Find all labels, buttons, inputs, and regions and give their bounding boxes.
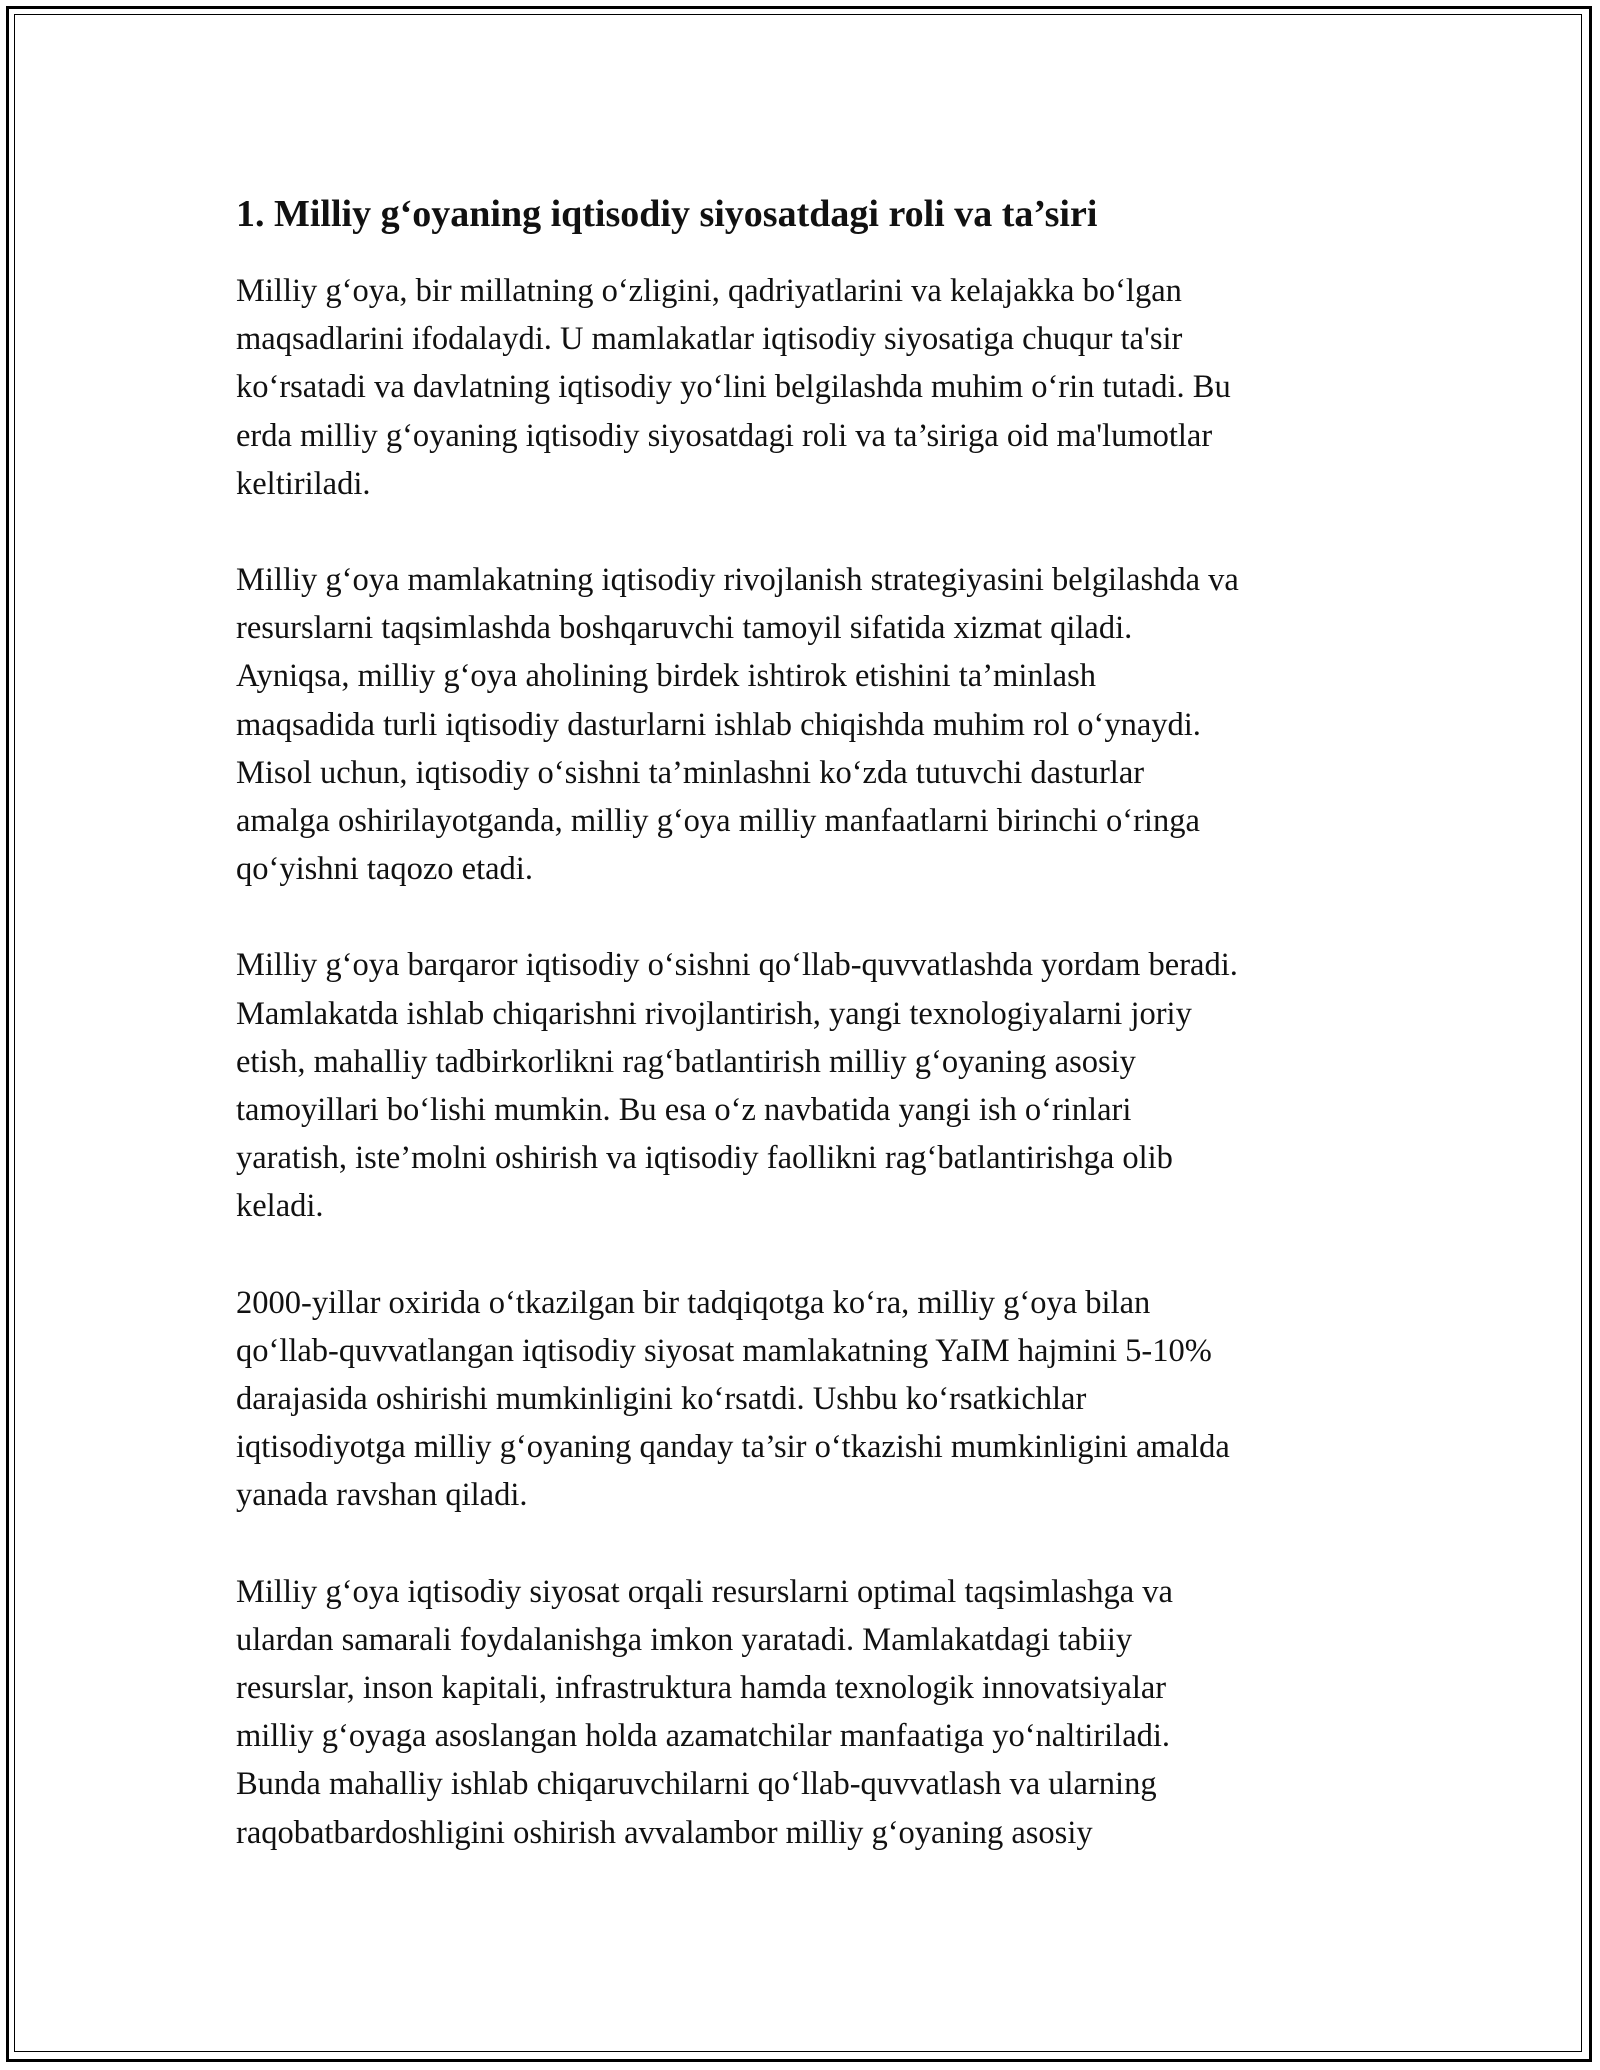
paragraph-5: Milliy g‘oya iqtisodiy siyosat orqali resurslarni optimal taqsimlashga va ulardan samarali foydalanishga imkon yaratadi. Mamlakatdagi tabiiy resurslar, inson kapitali, infrastruktura hamda texnologik innovatsiyalar milliy g‘oyaga asoslangan holda azamatchilar manfaatiga yo‘naltiriladi. Bunda mahalliy ishlab chiqaruvchilarni qo‘llab-quvvatlash va ularning raqobatbardoshligini oshirish avvalambor milliy g‘oyaning asosiy — [236, 1573, 1173, 1851]
section-heading: 1. Milliy g‘oyaning iqtisodiy siyosatdagi roli va ta’siri — [236, 193, 1098, 235]
paragraph-2: Milliy g‘oya mamlakatning iqtisodiy rivojlanish strategiyasini belgilashda va resurslarni taqsimlashda boshqaruvchi tamoyil sifatida xizmat qiladi. Ayniqsa, milliy g‘oya aholining birdek ishtirok etishini ta’minlash maqsadida turli iqtisodiy dasturlarni ishlab chiqishda muhim rol o‘ynaydi. Misol uchun, iqtisodiy o‘sishni ta’minlashni ko‘zda tutuvchi dasturlar amalga oshirilayotganda, milliy g‘oya milliy manfaatlarni birinchi o‘ringa qo‘yishni taqozo etadi. — [236, 562, 1239, 888]
paragraph-4: 2000-yillar oxirida o‘tkazilgan bir tadqiqotga ko‘ra, milliy g‘oya bilan qo‘llab-quvvatlangan iqtisodiy siyosat mamlakatning YaIM hajmini 5-10% darajasida oshirishi mumkinligini ko‘rsatdi. Ushbu ko‘rsatkichlar iqtisodiyotga milliy g‘oyaning qanday ta’sir o‘tkazishi mumkinligini amalda yanada ravshan qiladi. — [236, 1284, 1230, 1514]
paragraph-1: Milliy g‘oya, bir millatning o‘zligini, qadriyatlarini va kelajakka bo‘lgan maqsadlarini ifodalaydi. U mamlakatlar iqtisodiy siyosatiga chuqur ta'sir ko‘rsatadi va davlatning iqtisodiy yo‘lini belgilashda muhim o‘rin tutadi. Bu erda milliy g‘oyaning iqtisodiy siyosatdagi roli va ta’siriga oid ma'lumotlar keltiriladi. — [236, 273, 1231, 502]
paragraph-3: Milliy g‘oya barqaror iqtisodiy o‘sishni qo‘llab-quvvatlashda yordam beradi. Mamlakatda ishlab chiqarishni rivojlantirish, yangi texnologiyalarni joriy etish, mahalliy tadbirkorlikni rag‘batlantirish milliy g‘oyaning asosiy tamoyillari bo‘lishi mumkin. Bu esa o‘z navbatida yangi ish o‘rinlari yaratish, iste’molni oshirish va iqtisodiy faollikni rag‘batlantirishga olib keladi. — [236, 947, 1238, 1225]
document-body — [236, 190, 1386, 1857]
